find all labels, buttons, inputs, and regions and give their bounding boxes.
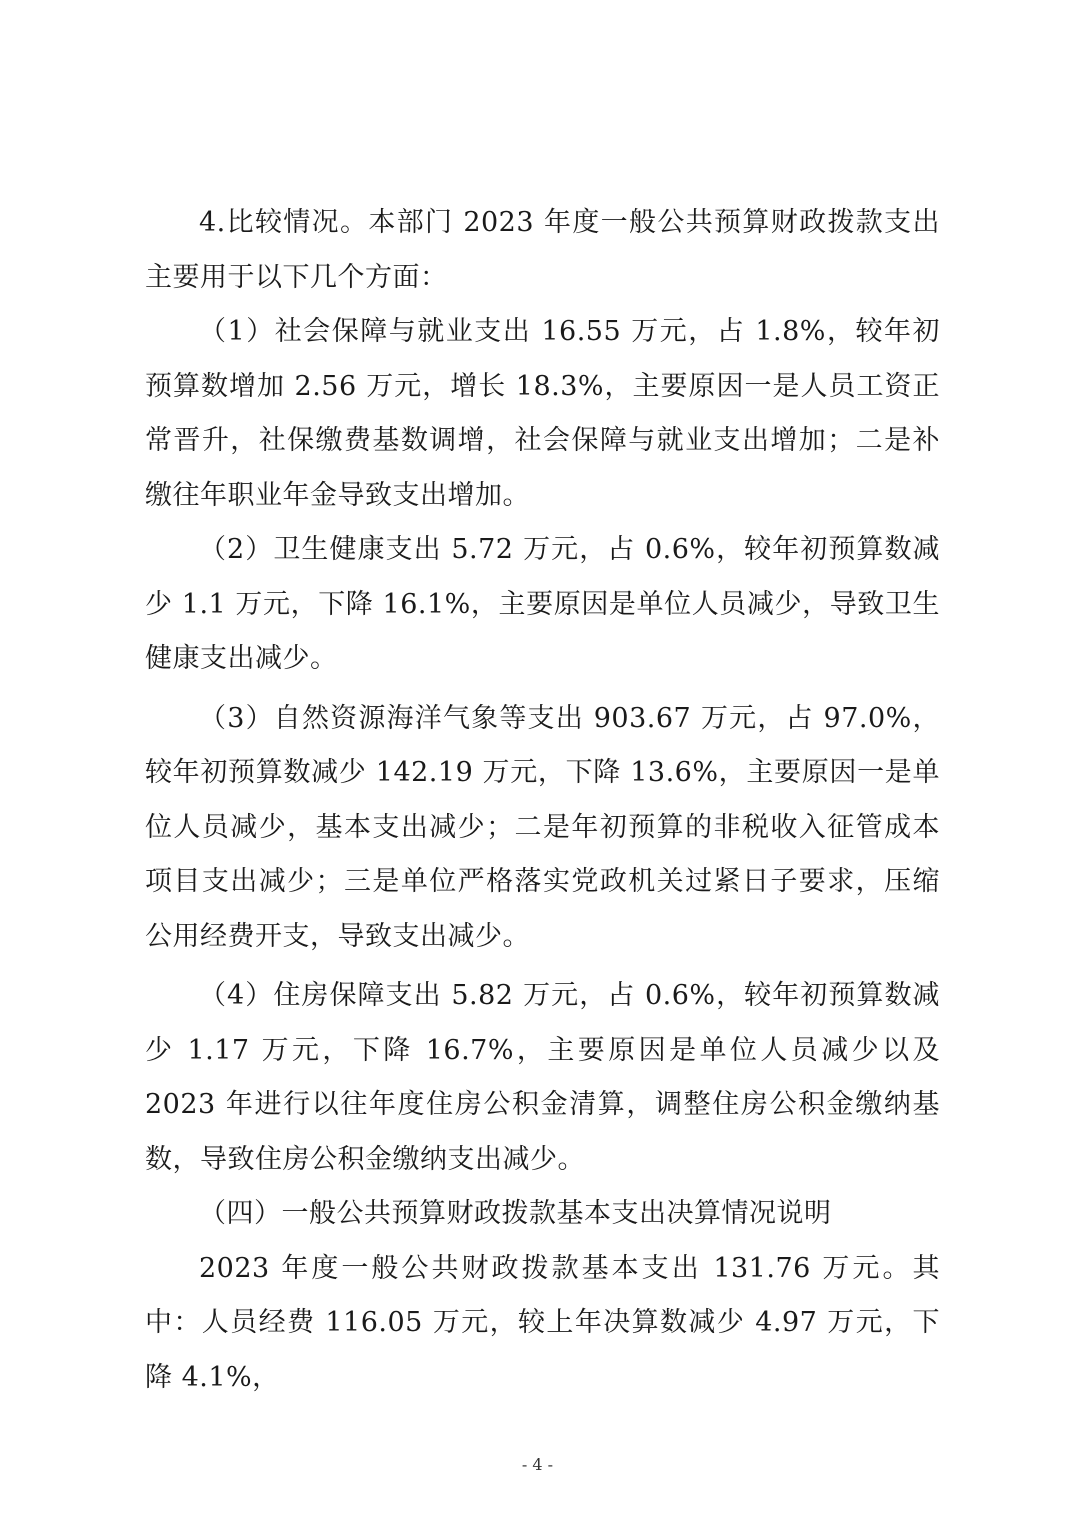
paragraph-item-4: （4）住房保障支出 5.82 万元，占 0.6%，较年初预算数减少 1.17 万元，下降 16.7%，主要原因是单位人员减少以及 2023 年进行以往年度住房公积金清算，调整住房公积金缴纳基数，导致住房公积金缴纳支出减少。 bbox=[145, 980, 940, 1175]
document-body bbox=[145, 196, 940, 1405]
paragraph-item-1: （1）社会保障与就业支出 16.55 万元，占 1.8%，较年初预算数增加 2.56 万元，增长 18.3%，主要原因一是人员工资正常晋升，社保缴费基数调增，社会保障与就业支出增加；二是补缴往年职业年金导致支出增加。 bbox=[145, 316, 940, 511]
paragraph-item-3: （3）自然资源海洋气象等支出 903.67 万元，占 97.0%，较年初预算数减少 142.19 万元，下降 13.6%，主要原因一是单位人员减少，基本支出减少；二是年初预算的非税收入征管成本项目支出减少；三是单位严格落实党政机关过紧日子要求，压缩公用经费开支，导致支出减少。 bbox=[145, 702, 940, 952]
paragraph-item-2: （2）卫生健康支出 5.72 万元，占 0.6%，较年初预算数减少 1.1 万元，下降 16.1%，主要原因是单位人员减少，导致卫生健康支出减少。 bbox=[145, 534, 940, 674]
section-heading: （四）一般公共预算财政拨款基本支出决算情况说明 bbox=[199, 1198, 832, 1229]
paragraph-comparison: 4.比较情况。本部门 2023 年度一般公共预算财政拨款支出主要用于以下几个方面： bbox=[145, 207, 940, 293]
paragraph-closing: 2023 年度一般公共财政拨款基本支出 131.76 万元。其中：人员经费 116.05 万元，较上年决算数减少 4.97 万元，下降 4.1%， bbox=[145, 1252, 940, 1393]
page-number: - 4 - bbox=[521, 1455, 554, 1474]
